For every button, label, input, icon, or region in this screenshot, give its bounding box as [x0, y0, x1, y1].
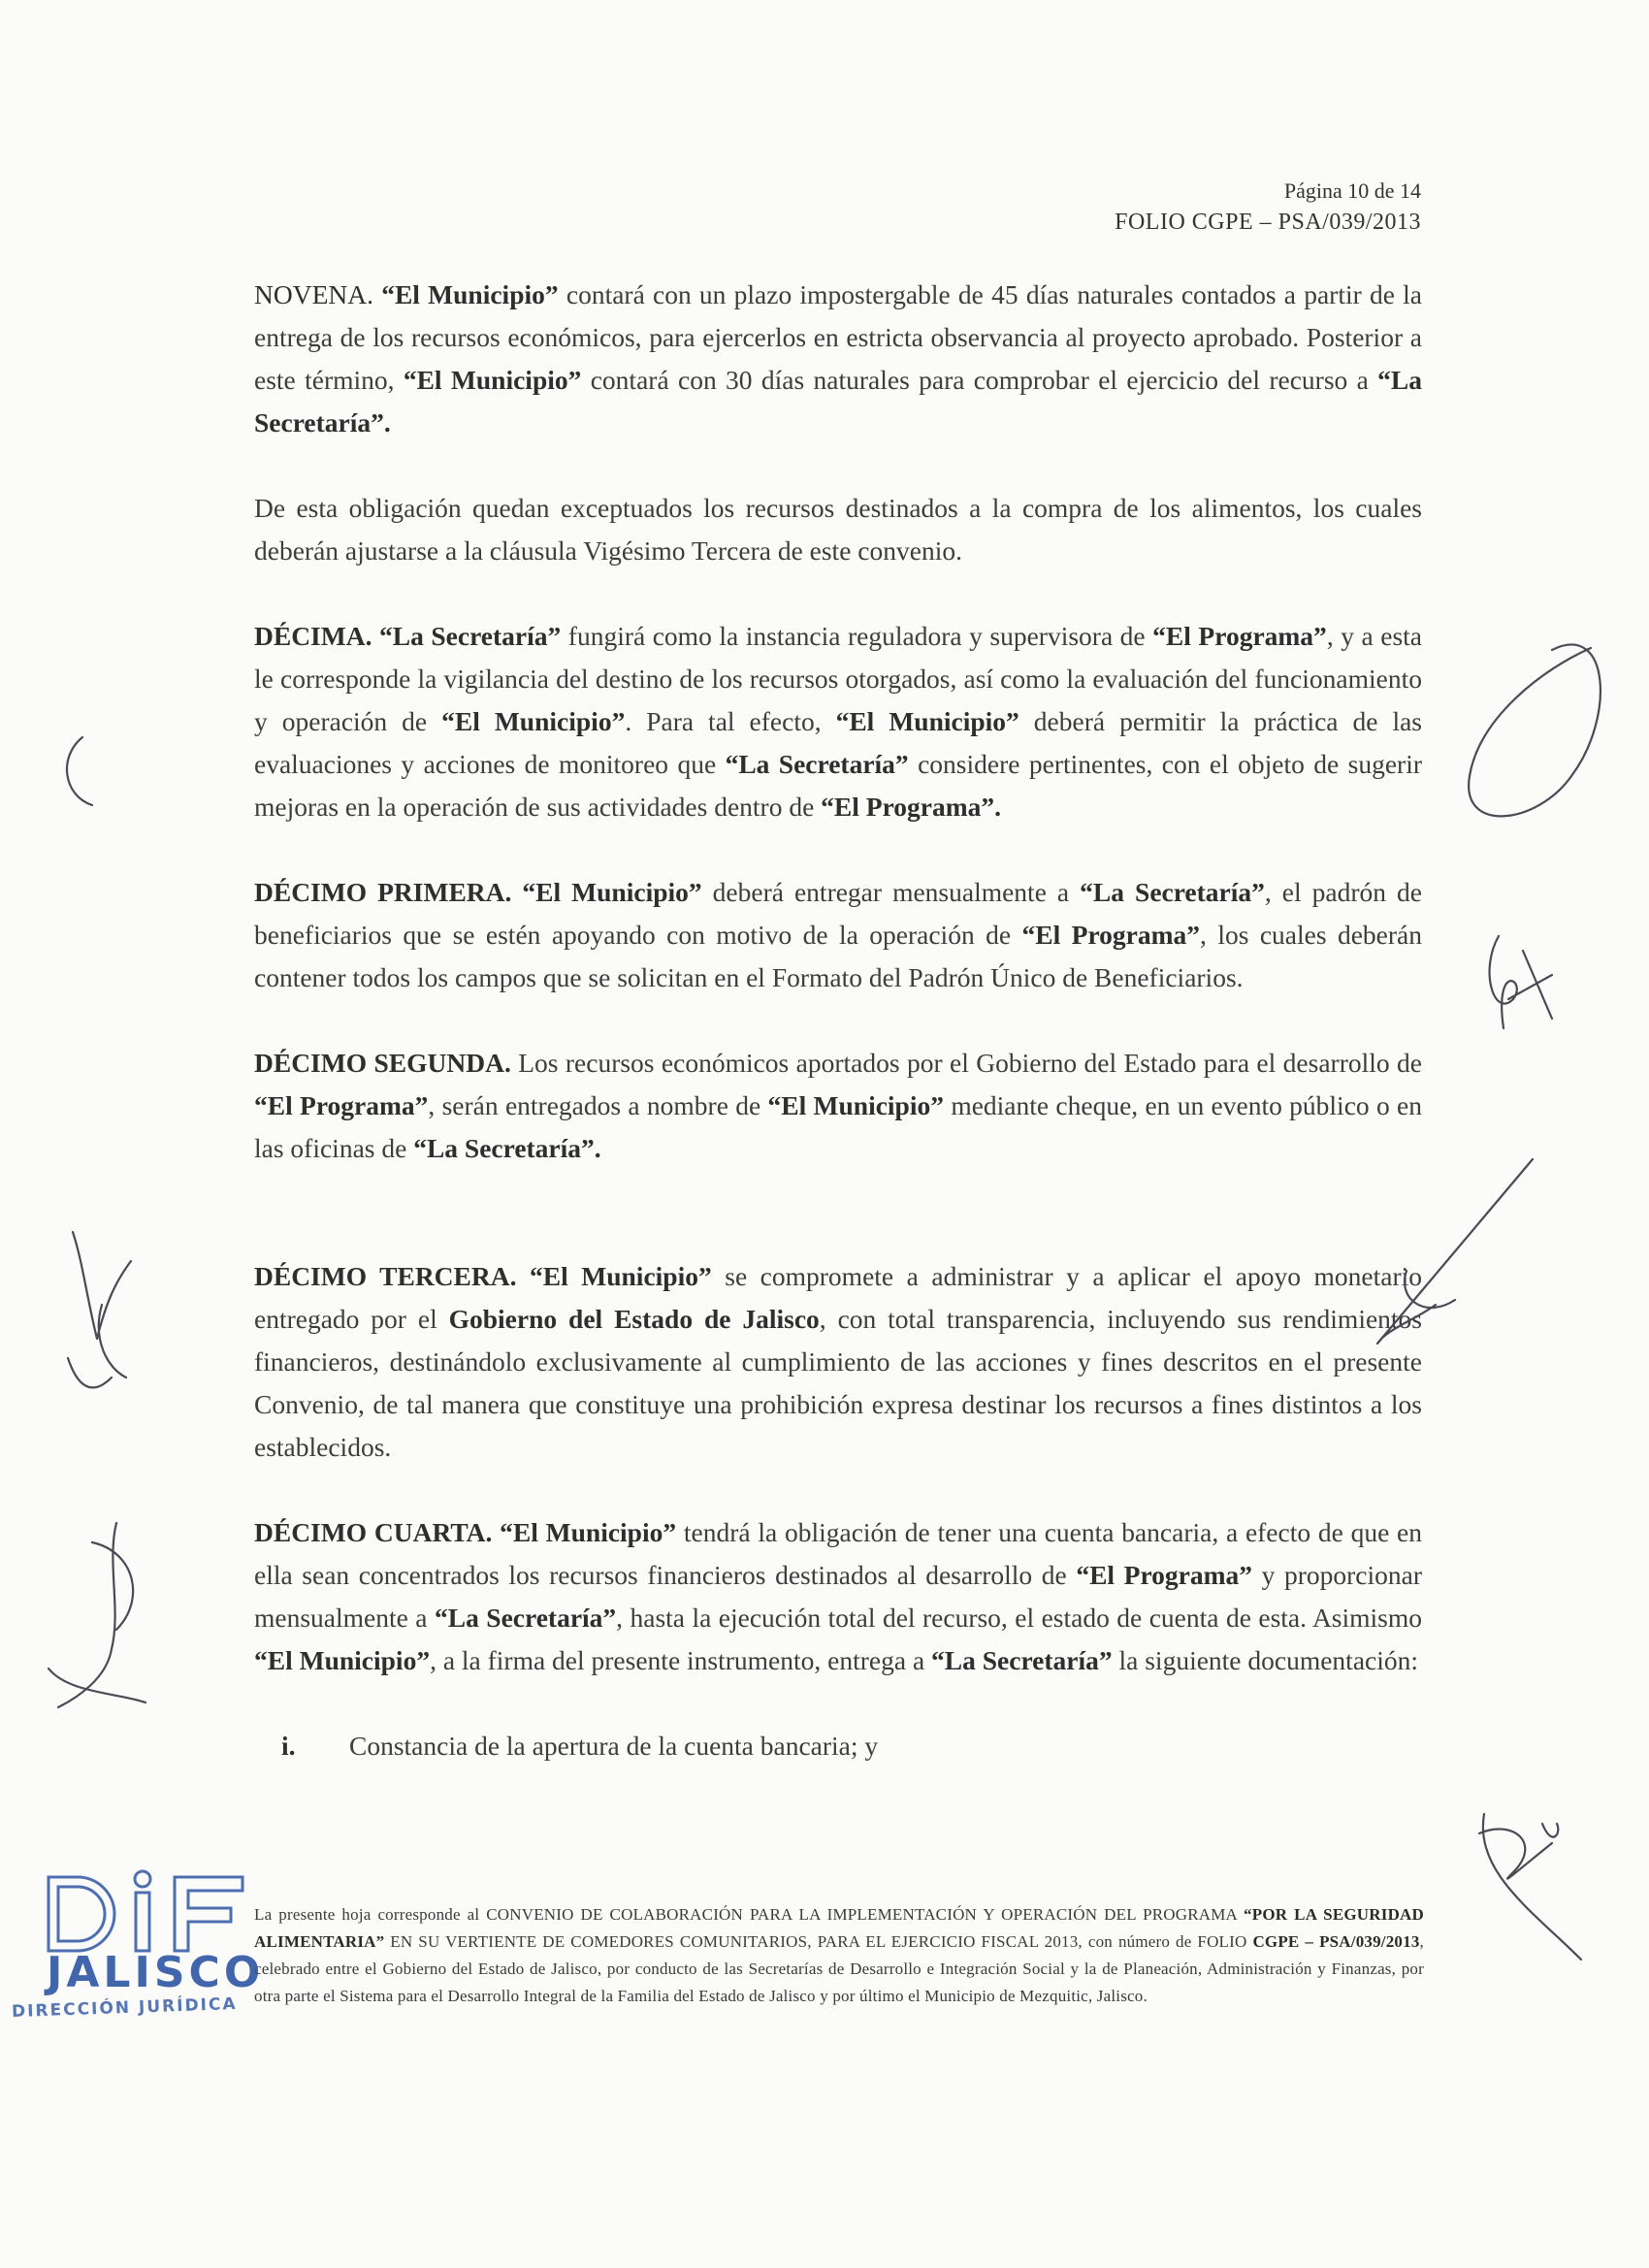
clause-text: , hasta la ejecución total del recurso, el estado de cuenta de esta. Asimismo [616, 1603, 1423, 1633]
clause-heading: DÉCIMO CUARTA. [254, 1517, 493, 1547]
party-name: “El Municipio” [500, 1517, 677, 1547]
party-name: “El Programa” [1152, 621, 1327, 651]
party-name: “El Programa” [254, 1090, 429, 1120]
margin-initial-left-1 [68, 1232, 131, 1387]
party-name: “El Programa”. [821, 792, 1002, 822]
clause-text: la siguiente documentación: [1112, 1645, 1419, 1675]
clause-text: , a la firma del presente instrumento, entrega a [430, 1645, 932, 1675]
clause-text [373, 279, 381, 309]
clause-text: fungirá como la instancia reguladora y supervisora de [561, 621, 1153, 651]
document-list [254, 1725, 1422, 1767]
footer-text: , celebrado entre el Gobierno del Estado de Jalisco, por conducto de las Secretarías de Desarrollo e Integración Social y la de Planeación, Administración y Finanzas, por otra parte el Sistema para el Desarrollo Integral de la Familia del Estado de Jalisco y por último el Municipio de Mezquitic, Jalisco. [254, 1932, 1424, 2005]
clause-text: mediante cheque, en un evento público o en las oficinas de [254, 1090, 1422, 1163]
list-marker: i. [281, 1731, 296, 1761]
clause-text: , serán entregados a nombre de [428, 1090, 768, 1120]
clause-heading: DÉCIMO SEGUNDA. [254, 1048, 511, 1078]
clause-text: tendrá la obligación de tener una cuenta bancaria, a efecto de que en ella sean concentrados los recursos financieros destinados al desarrollo de [254, 1517, 1423, 1590]
clause-text: deberá permitir la práctica de las evaluaciones y acciones de monitoreo que [254, 706, 1423, 779]
margin-initial-right [1479, 1814, 1581, 1960]
party-name: “El Municipio” [767, 1090, 944, 1120]
party-name: “La Secretaría”. [254, 365, 1422, 437]
clause-text: Los recursos económicos aportados por el Gobierno del Estado para el desarrollo de [510, 1048, 1422, 1078]
folio-number: FOLIO CGPE – PSA/039/2013 [1115, 210, 1421, 235]
margin-mark-left-3 [67, 737, 92, 805]
party-name: “La Secretaría” [379, 621, 562, 651]
party-name: “El Municipio” [522, 877, 702, 907]
clause-decimo-tercera [254, 1255, 1422, 1469]
stamp-state-text: JALISCO [47, 1948, 265, 1997]
clause-text: , y a esta le corresponde la vigilancia del destino de los recursos otorgados, así como la evaluación del funcionamiento y operación de [254, 621, 1422, 736]
clause-text: deberá entregar mensualmente a [701, 877, 1081, 907]
clause-decima [254, 615, 1422, 828]
clause-novena [254, 274, 1422, 444]
footer-text: EN SU VERTIENTE DE COMEDORES COMUNITARIOS, PARA EL EJERCICIO FISCAL 2013, con número de FOLIO [384, 1932, 1253, 1951]
footer-note [254, 1901, 1424, 2010]
party-name: “El Municipio” [530, 1261, 712, 1291]
party-name: “La Secretaría” [1080, 877, 1265, 907]
clause-heading: NOVENA. [254, 279, 373, 309]
party-name: “El Municipio” [403, 365, 582, 395]
party-name: Gobierno del Estado de Jalisco [448, 1304, 820, 1334]
party-name: “El Municipio” [381, 279, 559, 309]
folio-reference: CGPE – PSA/039/2013 [1252, 1932, 1420, 1951]
clause-decimo-segunda [254, 1042, 1422, 1170]
party-name: “La Secretaría” [931, 1645, 1113, 1675]
margin-initial-jb [1490, 936, 1552, 1028]
party-name: “El Programa” [1076, 1560, 1253, 1590]
clause-heading: DÉCIMO TERCERA. [254, 1261, 517, 1291]
list-item [254, 1725, 1422, 1767]
clause-text: y proporcionar mensualmente a [254, 1560, 1422, 1633]
party-name: “La Secretaría” [725, 749, 909, 779]
list-item-text: Constancia de la apertura de la cuenta bancaria; y [349, 1731, 879, 1761]
clause-decimo-cuarta [254, 1511, 1422, 1682]
clause-text: . Para tal efecto, [625, 706, 836, 736]
clause-novena-paragraph-2: De esta obligación quedan exceptuados los recursos destinados a la compra de los alimentos, los cuales deberán ajustarse a la cláusula Vigésimo Tercera de este convenio. [254, 493, 1422, 566]
clause-text: se compromete a administrar y a aplicar el apoyo monetario entregado por el [254, 1261, 1423, 1334]
clause-text: , con total transparencia, incluyendo sus rendimientos financieros, destinándolo exclusivamente al cumplimiento de las acciones y fines descritos en el presente Convenio, de tal manera que constituye una prohibición expresa destinar los recursos a fines distintos a los establecidos. [254, 1304, 1423, 1462]
clause-text: contará con 30 días naturales para comprobar el ejercicio del recurso a [581, 365, 1378, 395]
party-name: “El Programa” [1021, 920, 1201, 950]
clause-text: considere pertinentes, con el objeto de sugerir mejoras en la operación de sus actividades dentro de [254, 749, 1423, 822]
clause-text: , los cuales deberán contener todos los campos que se solicitan en el Formato del Padrón Único de Beneficiarios. [254, 920, 1423, 992]
clause-heading: DÉCIMO PRIMERA. [254, 877, 512, 907]
clause-text: , el padrón de beneficiarios que se estén apoyando con motivo de la operación de [254, 877, 1423, 950]
clause-decimo-primera [254, 871, 1422, 999]
clause-heading: DÉCIMA. [254, 621, 372, 651]
party-name: “El Municipio” [835, 706, 1019, 736]
program-name: “POR LA SEGURIDAD ALIMENTARIA” [254, 1905, 1424, 1951]
margin-signature-left-2 [48, 1523, 146, 1707]
document-body [254, 274, 1422, 1767]
footer-text: La presente hoja corresponde al CONVENIO DE COLABORACIÓN PARA LA IMPLEMENTACIÓN Y OPERACIÓN DEL PROGRAMA [254, 1905, 1245, 1924]
party-name: “El Municipio” [254, 1645, 431, 1675]
party-name: “El Municipio” [441, 706, 626, 736]
clause-text: contará con un plazo impostergable de 45 días naturales contados a partir de la entrega de los recursos económicos, para ejercerlos en estricta observancia al proyecto aprobado. Posterior a este término, [254, 279, 1423, 395]
party-name: “La Secretaría” [434, 1603, 617, 1633]
page-number: Página 10 de 14 [1283, 178, 1421, 203]
party-name: “La Secretaría”. [413, 1133, 601, 1163]
page-header [1115, 175, 1421, 239]
stamp-department-text: DIRECCIÓN JURÍDICA [11, 1993, 238, 2023]
margin-initial-circle [1469, 645, 1600, 817]
